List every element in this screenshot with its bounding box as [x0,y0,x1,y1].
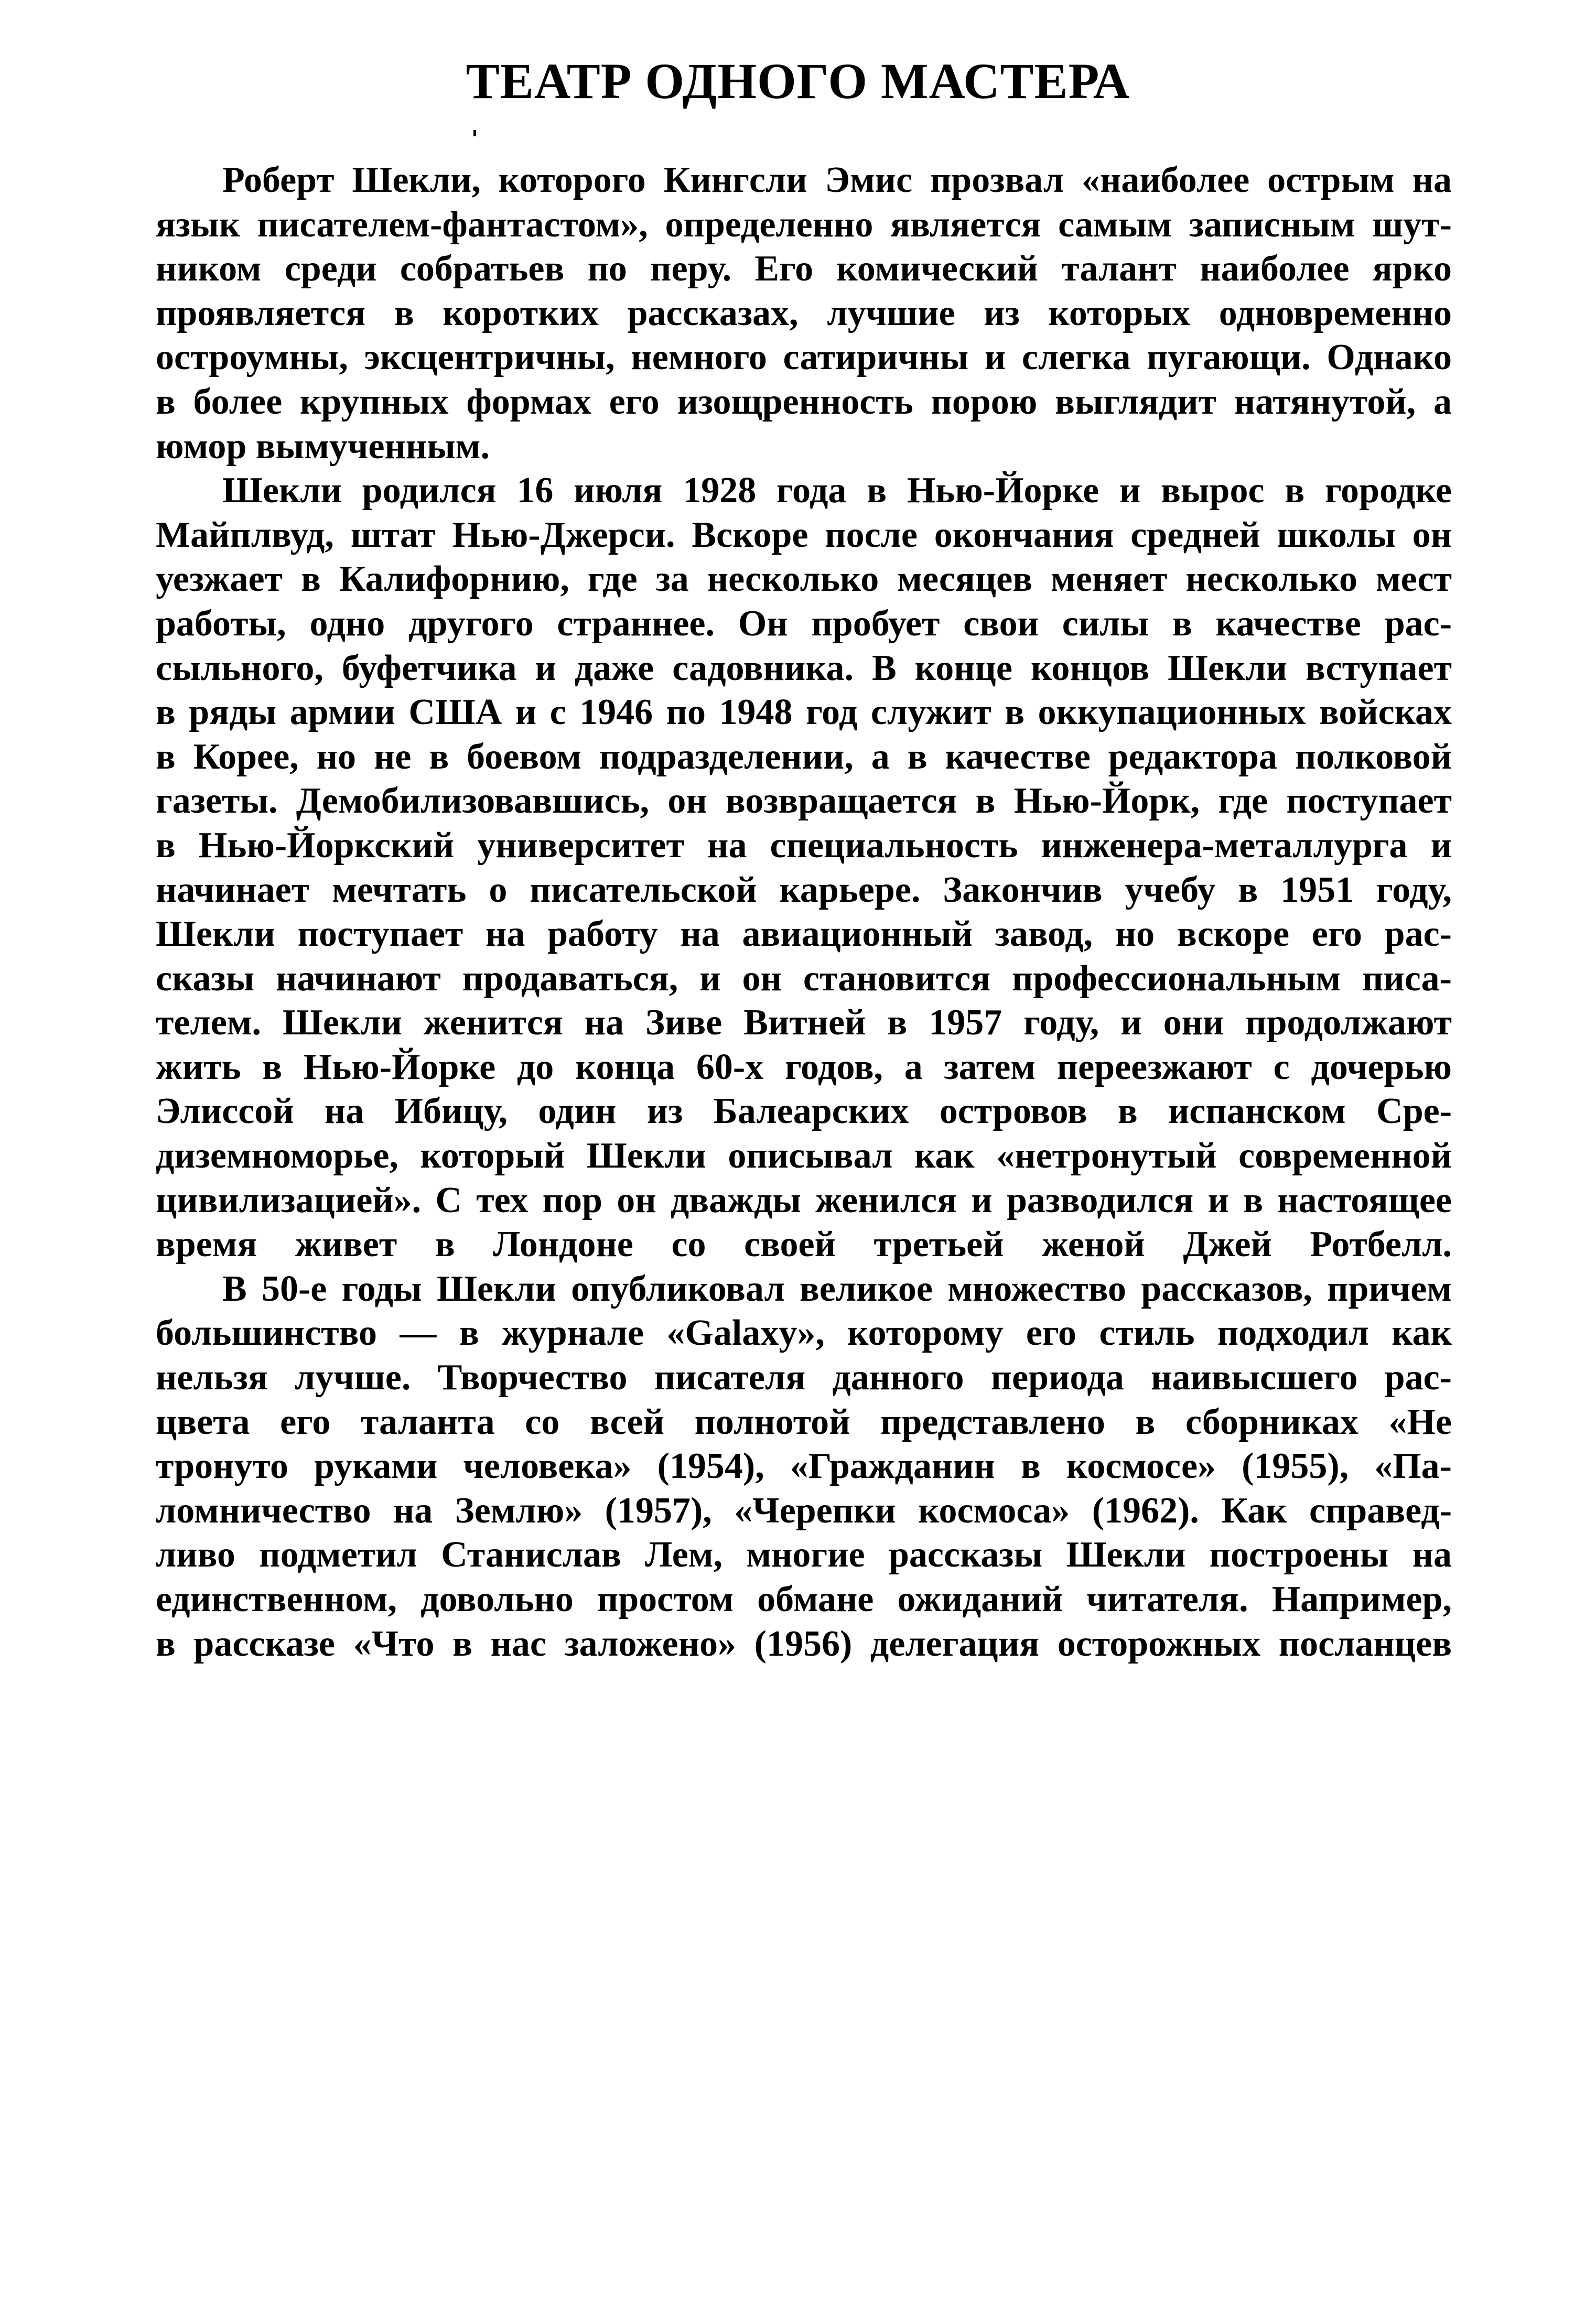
text-line: нельзя лучше. Творчество писателя данного периода наивысшего рас- [156,1357,1452,1398]
text-line: работы, одно другого страннее. Он пробует свои силы в качестве рас- [156,603,1452,644]
text-line: язык писателем-фантастом», определенно является самым записным шут- [156,204,1452,245]
text-line: остроумны, эксцентричны, немного сатиричны и слегка пугающи. Однако [156,337,1452,378]
text-line: единственном, довольно простом обмане ожиданий читателя. Например, [156,1579,1452,1619]
text-line: юмор вымученным. [156,426,490,467]
paragraph [156,1267,1452,1666]
text-line: ливо подметил Станислав Лем, многие рассказы Шекли построены на [156,1535,1452,1575]
text-line: цивилизацией». С тех пор он дважды женился и разводился и в настоящее [156,1180,1452,1221]
text-line: сказы начинают продаваться, и он становится профессиональным писа- [156,958,1452,999]
text-line: жить в Нью-Йорке до конца 60-х годов, а затем переезжают с дочерью [156,1046,1452,1087]
paragraph [156,158,1452,469]
text-line: ломничество на Землю» (1957), «Черепки космоса» (1962). Как справед- [156,1490,1452,1531]
text-line: телем. Шекли женится на Зиве Витней в 1957 году, и они продолжают [156,1002,1452,1043]
paragraph [156,469,1452,1267]
page-title: ТЕАТР ОДНОГО МАСТЕРА [466,53,1130,109]
article-body [156,158,1452,1666]
text-line: в Нью-Йоркский университет на специальность инженера-металлурга и [156,825,1452,866]
text-line: тронуто руками человека» (1954), «Гражданин в космосе» (1955), «Па- [156,1446,1452,1487]
text-line: Шекли родился 16 июля 1928 года в Нью-Йорке и вырос в городке [222,470,1452,511]
text-line: ником среди собратьев по перу. Его комический талант наиболее ярко [156,249,1452,289]
text-line: Майплвуд, штат Нью-Джерси. Вскоре после окончания средней школы он [156,514,1452,555]
text-line: В 50-е годы Шекли опубликовал великое множество рассказов, причем [222,1268,1452,1309]
text-line: в более крупных формах его изощренность порою выглядит натянутой, а [156,381,1452,422]
text-line: Шекли поступает на работу на авиационный завод, но вскоре его рас- [156,914,1452,955]
text-line: цвета его таланта со всей полнотой представлено в сборниках «Не [156,1401,1452,1442]
text-line: начинает мечтать о писательской карьере. Закончив учебу в 1951 году, [156,869,1452,910]
text-line: сыльного, буфетчика и даже садовника. В конце концов Шекли вступает [156,647,1452,688]
text-line: в ряды армии США и с 1946 по 1948 год служит в оккупационных войсках [156,692,1452,733]
text-line: проявляется в коротких рассказах, лучшие из которых одновременно [156,293,1452,333]
text-line: уезжает в Калифорнию, где за несколько месяцев меняет несколько мест [156,559,1452,600]
text-line: Элиссой на Ибицу, один из Балеарских островов в испанском Сре- [156,1091,1452,1132]
scan-speck [473,130,476,136]
text-line: большинство — в журнале «Galaxy», которому его стиль подходил как [156,1313,1452,1354]
text-line: Роберт Шекли, которого Кингсли Эмис прозвал «наиболее острым на [222,160,1452,200]
text-line: газеты. Демобилизовавшись, он возвращается в Нью-Йорк, где поступает [156,781,1452,822]
text-line: в Корее, но не в боевом подразделении, а в качестве редактора полковой [156,736,1452,777]
text-line: в рассказе «Что в нас заложено» (1956) делегация осторожных посланцев [156,1623,1452,1664]
text-line: диземноморье, который Шекли описывал как «нетронутый современной [156,1136,1452,1176]
text-line: время живет в Лондоне со своей третьей женой Джей Ротбелл. [156,1224,1452,1265]
